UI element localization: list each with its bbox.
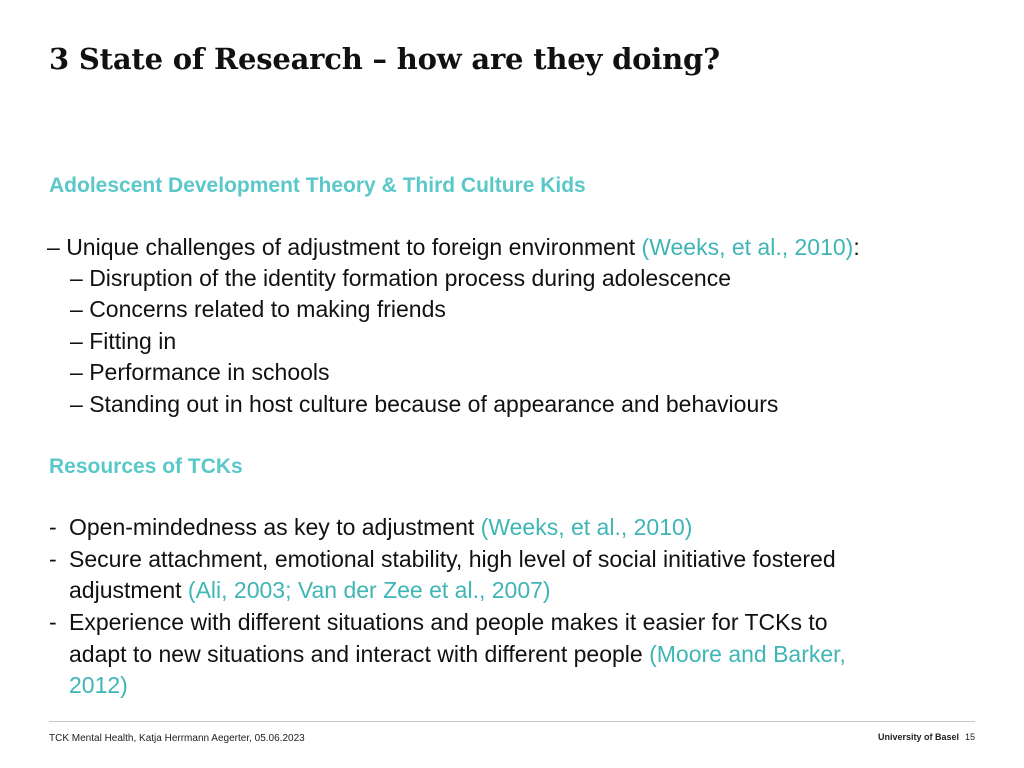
resource-text: Open-mindedness as key to adjustment	[69, 514, 481, 540]
footer-branding	[878, 732, 975, 742]
sub-bullet	[70, 263, 731, 294]
resource-item-line	[69, 544, 836, 575]
dash-marker: –	[47, 234, 60, 260]
slide-title: 3 State of Research – how are they doing?	[49, 42, 720, 76]
dash-marker: –	[70, 265, 83, 291]
dash-marker: –	[70, 296, 83, 322]
citation: (Ali, 2003; Van der Zee et al., 2007)	[187, 577, 551, 603]
sub-bullet	[70, 294, 446, 325]
resource-text: Secure attachment, emotional stability, high level of social initiative fostered	[69, 546, 836, 572]
citation: (Weeks, et al., 2010)	[641, 234, 854, 260]
resource-item-line	[69, 512, 692, 543]
sub-bullet	[70, 357, 330, 388]
resource-item-line	[69, 639, 846, 670]
resource-item-line	[69, 670, 128, 701]
page-number: 15	[964, 732, 975, 742]
footer-divider	[49, 721, 975, 722]
dash-marker: –	[70, 359, 83, 385]
sub-bullet	[70, 389, 778, 420]
resource-text: adjustment	[69, 577, 188, 603]
resource-bullet-marker: -	[49, 514, 57, 540]
sub-bullet-text: Performance in schools	[89, 359, 330, 385]
dash-marker: –	[70, 391, 83, 417]
citation: (Moore and Barker,	[649, 641, 846, 667]
resource-bullet-marker: -	[49, 609, 57, 635]
resource-text: Experience with different situations and people makes it easier for TCKs to	[69, 609, 828, 635]
sub-bullet-text: Fitting in	[89, 328, 177, 354]
sub-bullet	[70, 326, 176, 357]
university-name: University of Basel	[877, 732, 959, 742]
citation: (Weeks, et al., 2010)	[480, 514, 693, 540]
sub-bullet-text: Disruption of the identity formation process during adolescence	[89, 265, 731, 291]
footer-meta: TCK Mental Health, Katja Herrmann Aegerter, 05.06.2023	[49, 733, 305, 744]
resource-text: adapt to new situations and interact with different people	[69, 641, 650, 667]
sub-bullet-text: Concerns related to making friends	[89, 296, 446, 322]
sub-bullet-text: Standing out in host culture because of appearance and behaviours	[89, 391, 779, 417]
section-heading-adolescent-development: Adolescent Development Theory & Third Culture Kids	[49, 174, 586, 197]
section-heading-resources: Resources of TCKs	[49, 455, 243, 478]
resource-item-line	[69, 607, 828, 638]
dash-marker: –	[70, 328, 83, 354]
resource-item-line	[69, 575, 551, 606]
citation: 2012)	[69, 672, 128, 698]
intro-bullet	[47, 232, 860, 263]
bullet-text: Unique challenges of adjustment to foreign environment	[66, 234, 642, 260]
resource-bullet-marker: -	[49, 546, 57, 572]
bullet-suffix: :	[853, 234, 860, 260]
